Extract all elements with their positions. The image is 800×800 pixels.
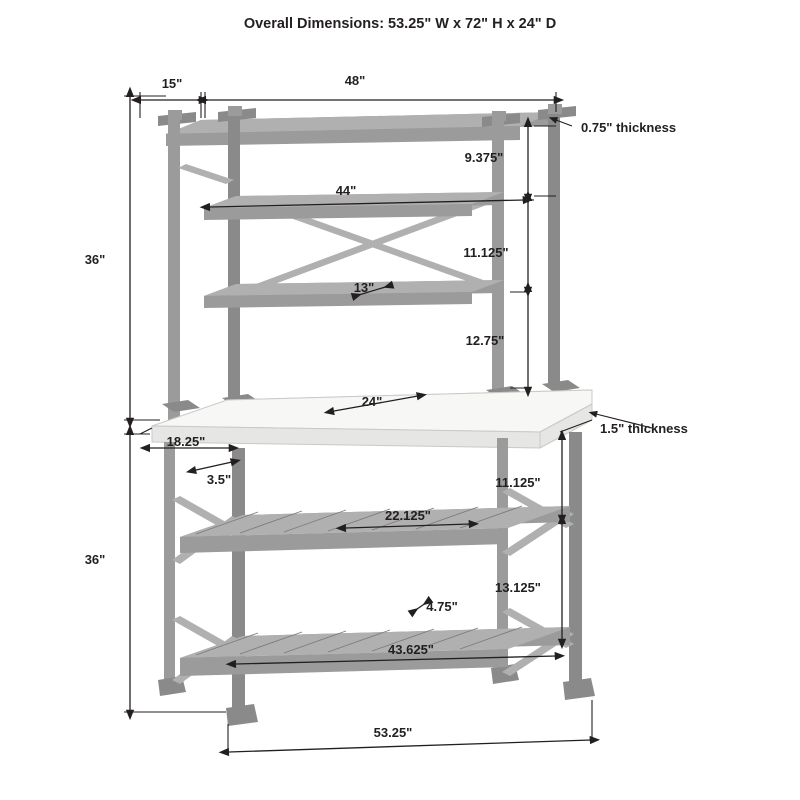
dim-hutch-shelf-depth: 13": [353, 280, 375, 295]
dim-counter-depth: 24": [361, 394, 383, 409]
dim-top-to-second-shelf: 9.375": [464, 150, 504, 165]
note-top-shelf-thickness: 0.75" thickness: [581, 120, 677, 135]
dim-counter-to-mid-shelf: 11.125": [495, 475, 541, 490]
dim-counter-overhang-depth: 18.25": [166, 434, 206, 449]
furniture-illustration: [152, 104, 595, 726]
dim-hutch-side-depth: 15": [161, 76, 183, 91]
dim-second-shelf-width: 44": [335, 183, 357, 198]
dim-base-total-height: 36": [84, 552, 106, 567]
diagram-title: Overall Dimensions: 53.25" W x 72" H x 24" D: [243, 16, 557, 32]
dim-hutch-total-height: 36": [84, 252, 106, 267]
hutch-side-brace: [178, 164, 234, 184]
dim-bottom-shelf-width: 43.625": [388, 642, 434, 657]
dim-mid-to-bottom-shelf: 13.125": [495, 580, 541, 595]
dim-overall-width: 53.25": [373, 725, 413, 740]
dim-third-shelf-to-counter: 12.75": [465, 333, 505, 348]
dim-bottom-shelf-offset: 4.75": [426, 599, 458, 614]
note-counter-thickness: 1.5" thickness: [600, 421, 688, 436]
dim-second-to-third-shelf: 11.125": [463, 245, 509, 260]
dim-mid-shelf-width: 22.125": [385, 508, 431, 523]
hutch-posts: [162, 114, 580, 420]
dim-counter-front-overhang: 3.5": [206, 472, 232, 487]
dim-hutch-top-width: 48": [344, 73, 366, 88]
